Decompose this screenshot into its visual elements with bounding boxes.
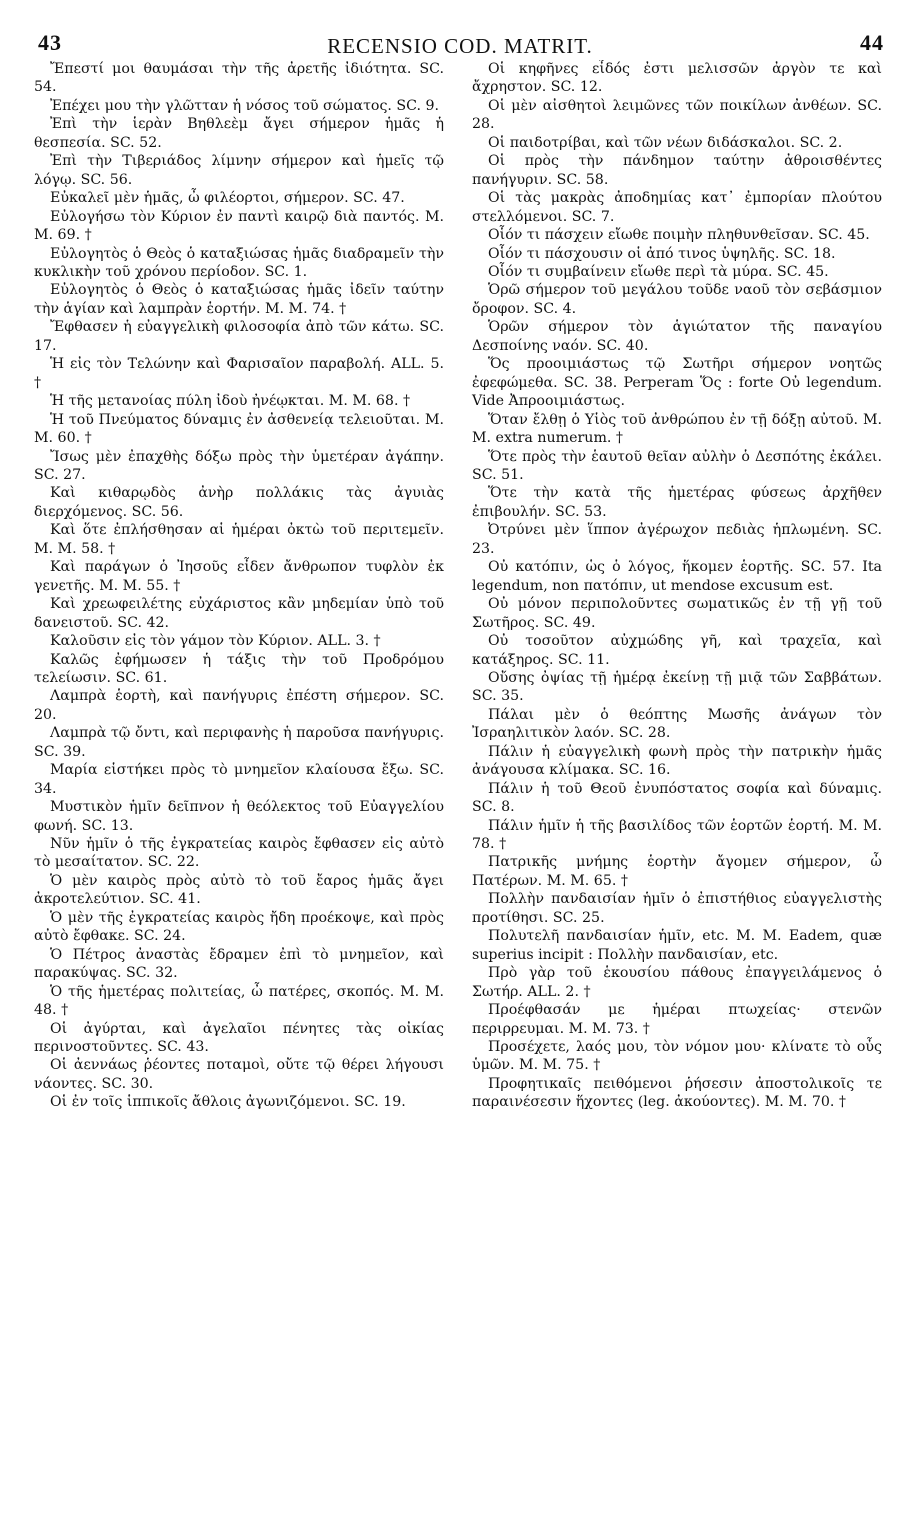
index-entry: Ὁ Πέτρος ἀναστὰς ἔδραμεν ἐπὶ τὸ μνημεῖον, καὶ παρακύψας. SC. 32. — [34, 946, 444, 982]
index-entry: Οἷόν τι συμβαίνειν εἴωθε περὶ τὰ μύρα. SC. 45. — [488, 263, 829, 280]
index-columns — [34, 60, 882, 1520]
index-entry: Ἡ τοῦ Πνεύματος δύναμις ἐν ἀσθενείᾳ τελειοῦται. M. M. 60. † — [34, 411, 444, 447]
index-entry: Ἐπέχει μου τὴν γλῶτταν ἡ νόσος τοῦ σώματος. SC. 9. — [50, 97, 440, 114]
index-entry: Πάλαι μὲν ὁ θεόπτης Μωσῆς ἀνάγων τὸν Ἰσραηλιτικὸν λαόν. SC. 28. — [472, 706, 882, 742]
index-entry: Πολυτελῆ πανδαισίαν ἡμῖν, etc. M. M. Eadem, quæ superius incipit : Πολλὴν πανδαισίαν, etc. — [472, 928, 882, 963]
index-entry: Ὅταν ἔλθῃ ὁ Υἱὸς τοῦ ἀνθρώπου ἐν τῇ δόξῃ αὐτοῦ. M. M. extra numerum. † — [472, 411, 882, 447]
index-entry: Ἐπὶ τὴν Τιβεριάδος λίμνην σήμερον καὶ ἡμεῖς τῷ λόγῳ. SC. 56. — [34, 153, 444, 188]
index-entry: Οἱ ἀεννάως ῥέοντες ποταμοὶ, οὔτε τῷ θέρει λήγουσι νάοντες. SC. 30. — [34, 1057, 444, 1092]
index-entry: Εὐκαλεῖ μὲν ἡμᾶς, ὦ φιλέορτοι, σήμερον. SC. 47. — [50, 190, 405, 207]
index-entry: Οἱ μὲν αἰσθητοὶ λειμῶνες τῶν ποικίλων ἀνθέων. SC. 28. — [472, 97, 882, 133]
index-entry: Πάλιν ἡ εὐαγγελικὴ φωνὴ πρὸς τὴν πατρικὴν ἡμᾶς ἀνάγουσα κλίμακα. SC. 16. — [472, 743, 882, 779]
index-entry: Ὀτρύνει μὲν ἵππον ἀγέρωχον πεδιὰς ἡπλωμένη. SC. 23. — [472, 522, 882, 557]
index-entry: Ἐπὶ τὴν ἱερὰν Βηθλεὲμ ἄγει σήμερον ἡμᾶς ἡ θεσπεσία. SC. 52. — [34, 116, 444, 151]
index-entry: Οὐ μόνον περιπολοῦντες σωματικῶς ἐν τῇ γῇ τοῦ Σωτῆρος. SC. 49. — [472, 596, 882, 631]
index-entry: Οἷόν τι πάσχουσιν οἱ ἀπό τινος ὑψηλῆς. SC. 18. — [488, 245, 836, 262]
index-entry: Οὐ τοσοῦτον αὐχμώδης γῆ, καὶ τραχεῖα, καὶ κατάξηρος. SC. 11. — [472, 633, 882, 668]
index-entry: Οἱ ἀγύρται, καὶ ἀγελαῖοι πένητες τὰς οἰκίας περινοστοῦντες. SC. 43. — [34, 1020, 444, 1056]
index-entry: Προέφθασάν με ἡμέραι πτωχείας· στενῶν περιρρευμαι. M. M. 73. † — [472, 1002, 882, 1037]
index-entry: Οἱ κηφῆνες εἶδός ἐστι μελισσῶν ἀργὸν τε καὶ ἄχρηστον. SC. 12. — [472, 61, 882, 96]
index-entry: Λαμπρὰ τῷ ὄντι, καὶ περιφανὴς ἡ παροῦσα πανήγυρις. SC. 39. — [34, 725, 444, 760]
index-entry: Καὶ κιθαρῳδὸς ἀνὴρ πολλάκις τὰς ἀγυιὰς διερχόμενος. SC. 56. — [34, 485, 444, 520]
index-entry: Εὐλογητὸς ὁ Θεὸς ὁ καταξιώσας ἡμᾶς διαδραμεῖν τὴν κυκλικὴν τοῦ χρόνου περίοδον. SC. 1. — [34, 245, 444, 280]
index-entry: Ἔφθασεν ἡ εὐαγγελικὴ φιλοσοφία ἀπὸ τῶν κάτω. SC. 17. — [34, 319, 444, 354]
index-entry: Καλοῦσιν εἰς τὸν γάμον τὸν Κύριον. ALL. 3. † — [50, 633, 381, 650]
index-entry: Ἡ εἰς τὸν Τελώνην καὶ Φαρισαῖον παραβολή. ALL. 5. † — [34, 356, 444, 391]
index-entry: Μαρία εἱστήκει πρὸς τὸ μνημεῖον κλαίουσα ἔξω. SC. 34. — [34, 762, 444, 797]
index-entry: Ὁρῶ σήμερον τοῦ μεγάλου τοῦδε ναοῦ τὸν σεβάσμιον ὄροφον. SC. 4. — [472, 282, 882, 317]
page-header — [28, 26, 892, 62]
index-entry: Οἱ παιδοτρίβαι, καὶ τῶν νέων διδάσκαλοι. SC. 2. — [488, 134, 843, 151]
left-column — [34, 60, 444, 1112]
index-entry: Ὁ μὲν τῆς ἐγκρατείας καιρὸς ἤδη προέκοψε, καὶ πρὸς αὐτὸ ἔφθακε. SC. 24. — [34, 909, 444, 945]
index-entry: Πολλὴν πανδαισίαν ἡμῖν ὁ ἐπιστήθιος εὐαγγελιστὴς προτίθησι. SC. 25. — [472, 891, 882, 926]
index-entry: Νῦν ἡμῖν ὁ τῆς ἐγκρατείας καιρὸς ἔφθασεν εἰς αὐτὸ τὸ μεσαίτατον. SC. 22. — [34, 836, 444, 871]
index-entry: Ἔπεστί μοι θαυμάσαι τὴν τῆς ἀρετῆς ἰδιότητα. SC. 54. — [34, 61, 444, 96]
index-entry: Οἱ πρὸς τὴν πάνδημον ταύτην ἀθροισθέντες πανήγυριν. SC. 58. — [472, 153, 882, 188]
index-entry: Προσέχετε, λαός μου, τὸν νόμον μου· κλίνατε τὸ οὖς ὑμῶν. M. M. 75. † — [472, 1039, 882, 1074]
index-entry: Ἡ τῆς μετανοίας πύλη ἰδοὺ ἠνέῳκται. M. M. 68. † — [50, 393, 411, 410]
index-entry: Μυστικὸν ἡμῖν δεῖπνον ἡ θεόλεκτος τοῦ Εὐαγγελίου φωνή. SC. 13. — [34, 799, 444, 834]
index-entry: Πάλιν ἡ τοῦ Θεοῦ ἐνυπόστατος σοφία καὶ δύναμις. SC. 8. — [472, 780, 882, 816]
right-page-number: 44 — [860, 30, 884, 55]
index-entry: Καλῶς ἐφήμωσεν ἡ τάξις τὴν τοῦ Προδρόμου τελείωσιν. SC. 61. — [34, 651, 444, 686]
index-entry: Οἷόν τι πάσχειν εἴωθε ποιμὴν πληθυνθεῖσαν. SC. 45. — [488, 227, 870, 244]
index-entry: Ὁ τῆς ἡμετέρας πολιτείας, ὦ πατέρες, σκοπός. M. M. 48. † — [34, 983, 444, 1019]
index-entry: Καὶ ὅτε ἐπλήσθησαν αἱ ἡμέραι ὀκτὼ τοῦ περιτεμεῖν. M. M. 58. † — [34, 522, 444, 557]
running-title: RECENSIO COD. MATRIT. — [327, 34, 593, 58]
index-entry: Προφητικαῖς πειθόμενοι ῥήσεσιν ἀποστολικοῖς τε παραινέσεσιν ἥχοντες (leg. ἀκούοντες). M. M. 70. † — [472, 1075, 882, 1111]
index-entry: Ὁρῶν σήμερον τὸν ἁγιώτατον τῆς παναγίου Δεσποίνης ναόν. SC. 40. — [472, 319, 882, 354]
index-entry: Πρὸ γὰρ τοῦ ἑκουσίου πάθους ἐπαγγειλάμενος ὁ Σωτήρ. ALL. 2. † — [472, 965, 882, 1000]
index-entry: Πατρικῆς μνήμης ἑορτὴν ἄγομεν σήμερον, ὦ Πατέρων. M. M. 65. † — [472, 854, 882, 889]
index-entry: Ἴσως μὲν ἐπαχθὴς δόξω πρὸς τὴν ὑμετέραν ἀγάπην. SC. 27. — [34, 448, 444, 483]
index-entry: Εὐλογήσω τὸν Κύριον ἐν παντὶ καιρῷ διὰ παντός. M. M. 69. † — [34, 208, 444, 244]
index-entry: Ὁ μὲν καιρὸς πρὸς αὐτὸ τὸ τοῦ ἔαρος ἡμᾶς ἄγει ἀκροτελεύτιον. SC. 41. — [34, 872, 444, 908]
left-page-number: 43 — [38, 30, 62, 55]
index-entry: Καὶ χρεωφειλέτης εὐχάριστος κἂν μηδεμίαν ὑπὸ τοῦ δανειστοῦ. SC. 42. — [34, 596, 444, 631]
index-entry: Πάλιν ἡμῖν ἡ τῆς βασιλίδος τῶν ἑορτῶν ἑορτή. M. M. 78. † — [472, 817, 882, 853]
index-entry: Οὐ κατόπιν, ὡς ὁ λόγος, ἥκομεν ἑορτῆς. SC. 57. Ita legendum, non πατόπιν, ut mendose excusum est. — [472, 559, 882, 594]
index-entry: Οἱ τὰς μακρὰς ἀποδημίας κατ᾽ ἐμπορίαν πλούτου στελλόμενοι. SC. 7. — [472, 190, 882, 225]
index-entry: Ὅς προοιμιάστως τῷ Σωτῆρι σήμερον νοητῶς ἐφεφώμεθα. SC. 38. Perperam Ὅς : forte Οὐ legendum. Vide Ἀπροοιμιάστως. — [472, 356, 882, 410]
index-entry: Ὅτε τὴν κατὰ τῆς ἡμετέρας φύσεως ἀρχῆθεν ἐπιβουλήν. SC. 53. — [472, 485, 882, 520]
right-column — [472, 60, 882, 1112]
index-entry: Οἱ ἐν τοῖς ἱππικοῖς ἄθλοις ἀγωνιζόμενοι. SC. 19. — [50, 1094, 406, 1111]
index-entry: Λαμπρὰ ἑορτὴ, καὶ πανήγυρις ἐπέστη σήμερον. SC. 20. — [34, 688, 444, 723]
index-entry: Ὅτε πρὸς τὴν ἑαυτοῦ θεῖαν αὐλὴν ὁ Δεσπότης ἐκάλει. SC. 51. — [472, 448, 882, 483]
index-entry: Οὔσης ὀψίας τῇ ἡμέρᾳ ἐκείνῃ τῇ μιᾷ τῶν Σαββάτων. SC. 35. — [472, 669, 882, 705]
index-entry: Εὐλογητὸς ὁ Θεὸς ὁ καταξιώσας ἡμᾶς ἰδεῖν ταύτην τὴν ἁγίαν καὶ λαμπρὰν ἑορτήν. M. M. 74. † — [34, 282, 444, 317]
index-entry: Καὶ παράγων ὁ Ἰησοῦς εἶδεν ἄνθρωπον τυφλὸν ἐκ γενετῆς. M. M. 55. † — [34, 559, 444, 594]
